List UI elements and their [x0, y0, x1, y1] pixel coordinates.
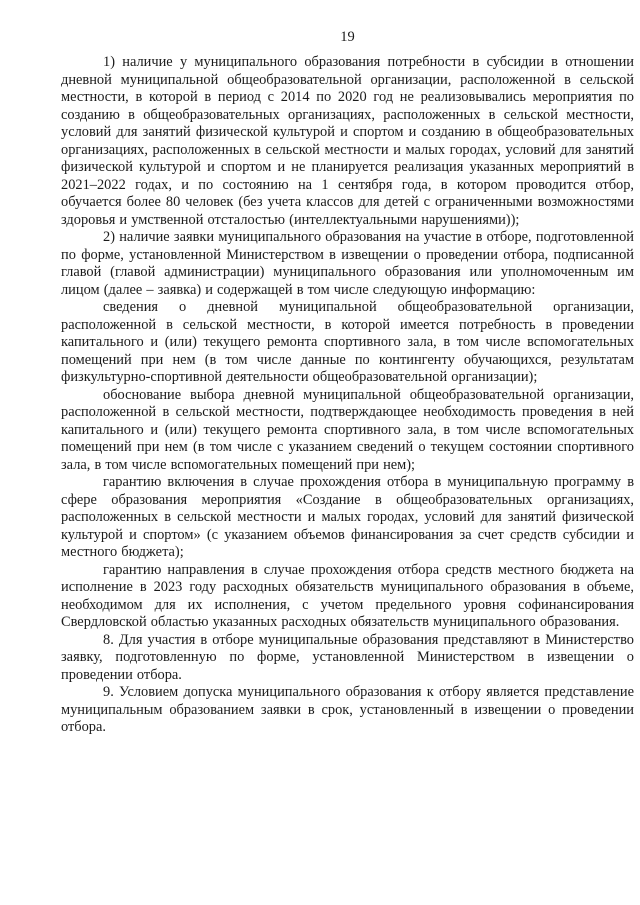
paragraph-6: гарантию направления в случае прохождения отбора средств местного бюджета на исполнение в 2023 году расходных обязательств муниципального образования в объеме, необходимом для их исполнения, с учетом предельного уровня софинансирования Свердловской областью указанных расходных обязательств муниципального образования.	[61, 561, 634, 630]
paragraph-4: обоснование выбора дневной муниципальной общеобразовательной организации, расположенной в сельской местности, подтверждающее необходимость проведения в ней капитального и (или) текущего ремонта спортивного зала, в том числе вспомогательных помещений при нем (в том числе с указанием сведений о текущем состоянии спортивного зала, в том числе вспомогательных помещений при нем);	[61, 386, 634, 473]
paragraph-8: 9. Условием допуска муниципального образования к отбору является представление муниципальным образованием заявки в срок, установленный в извещении о проведении отбора.	[61, 684, 634, 735]
document-body	[61, 54, 634, 737]
paragraph-1: 1) наличие у муниципального образования потребности в субсидии в отношении дневной муниципальной общеобразовательной организации, расположенной в сельской местности, в которой в период с 2014 по 2020 год не реализовывались мероприятия по созданию в общеобразовательных организациях, расположенных в сельской местности, условий для занятий физической культурой и спортом и созданию в общеобразовательных организациях, расположенных в сельской местности и малых городах, условий для занятий физической культурой и спортом и не планируется реализация указанных мероприятий в 2021–2022 годах, и по состоянию на 1 сентября года, в котором проводится отбор, обучается более 80 человек (без учета классов для детей с ограниченными возможностями здоровья и умственной отсталостью (интеллектуальными нарушениями));	[61, 54, 634, 228]
page-number: 19	[340, 29, 355, 45]
paragraph-7: 8. Для участия в отборе муниципальные образования представляют в Министерство заявку, подготовленную по форме, установленной Министерством в извещении о проведении отбора.	[61, 631, 634, 683]
paragraph-5: гарантию включения в случае прохождения отбора в муниципальную программу в сфере образования мероприятия «Создание в общеобразовательных организациях, расположенных в сельской местности и малых городах, условий для занятий физической культурой и спортом» (с указанием объемов финансирования за счет средств субсидии и местного бюджета);	[61, 474, 634, 560]
paragraph-2: 2) наличие заявки муниципального образования на участие в отборе, подготовленной по форме, установленной Министерством в извещении о проведении отбора, подписанной главой (главой администрации) муниципального образования или уполномоченным им лицом (далее – заявка) и содержащей в том числе следующую информацию:	[61, 229, 634, 298]
paragraph-3: сведения о дневной муниципальной общеобразовательной организации, расположенной в сельской местности, в которой имеется потребность в проведении капитального и (или) текущего ремонта спортивного зала, в том числе вспомогательных помещений при нем (в том числе данные по контингенту обучающихся, результатам физкультурно-спортивной деятельности общеобразовательной организации);	[61, 299, 634, 385]
